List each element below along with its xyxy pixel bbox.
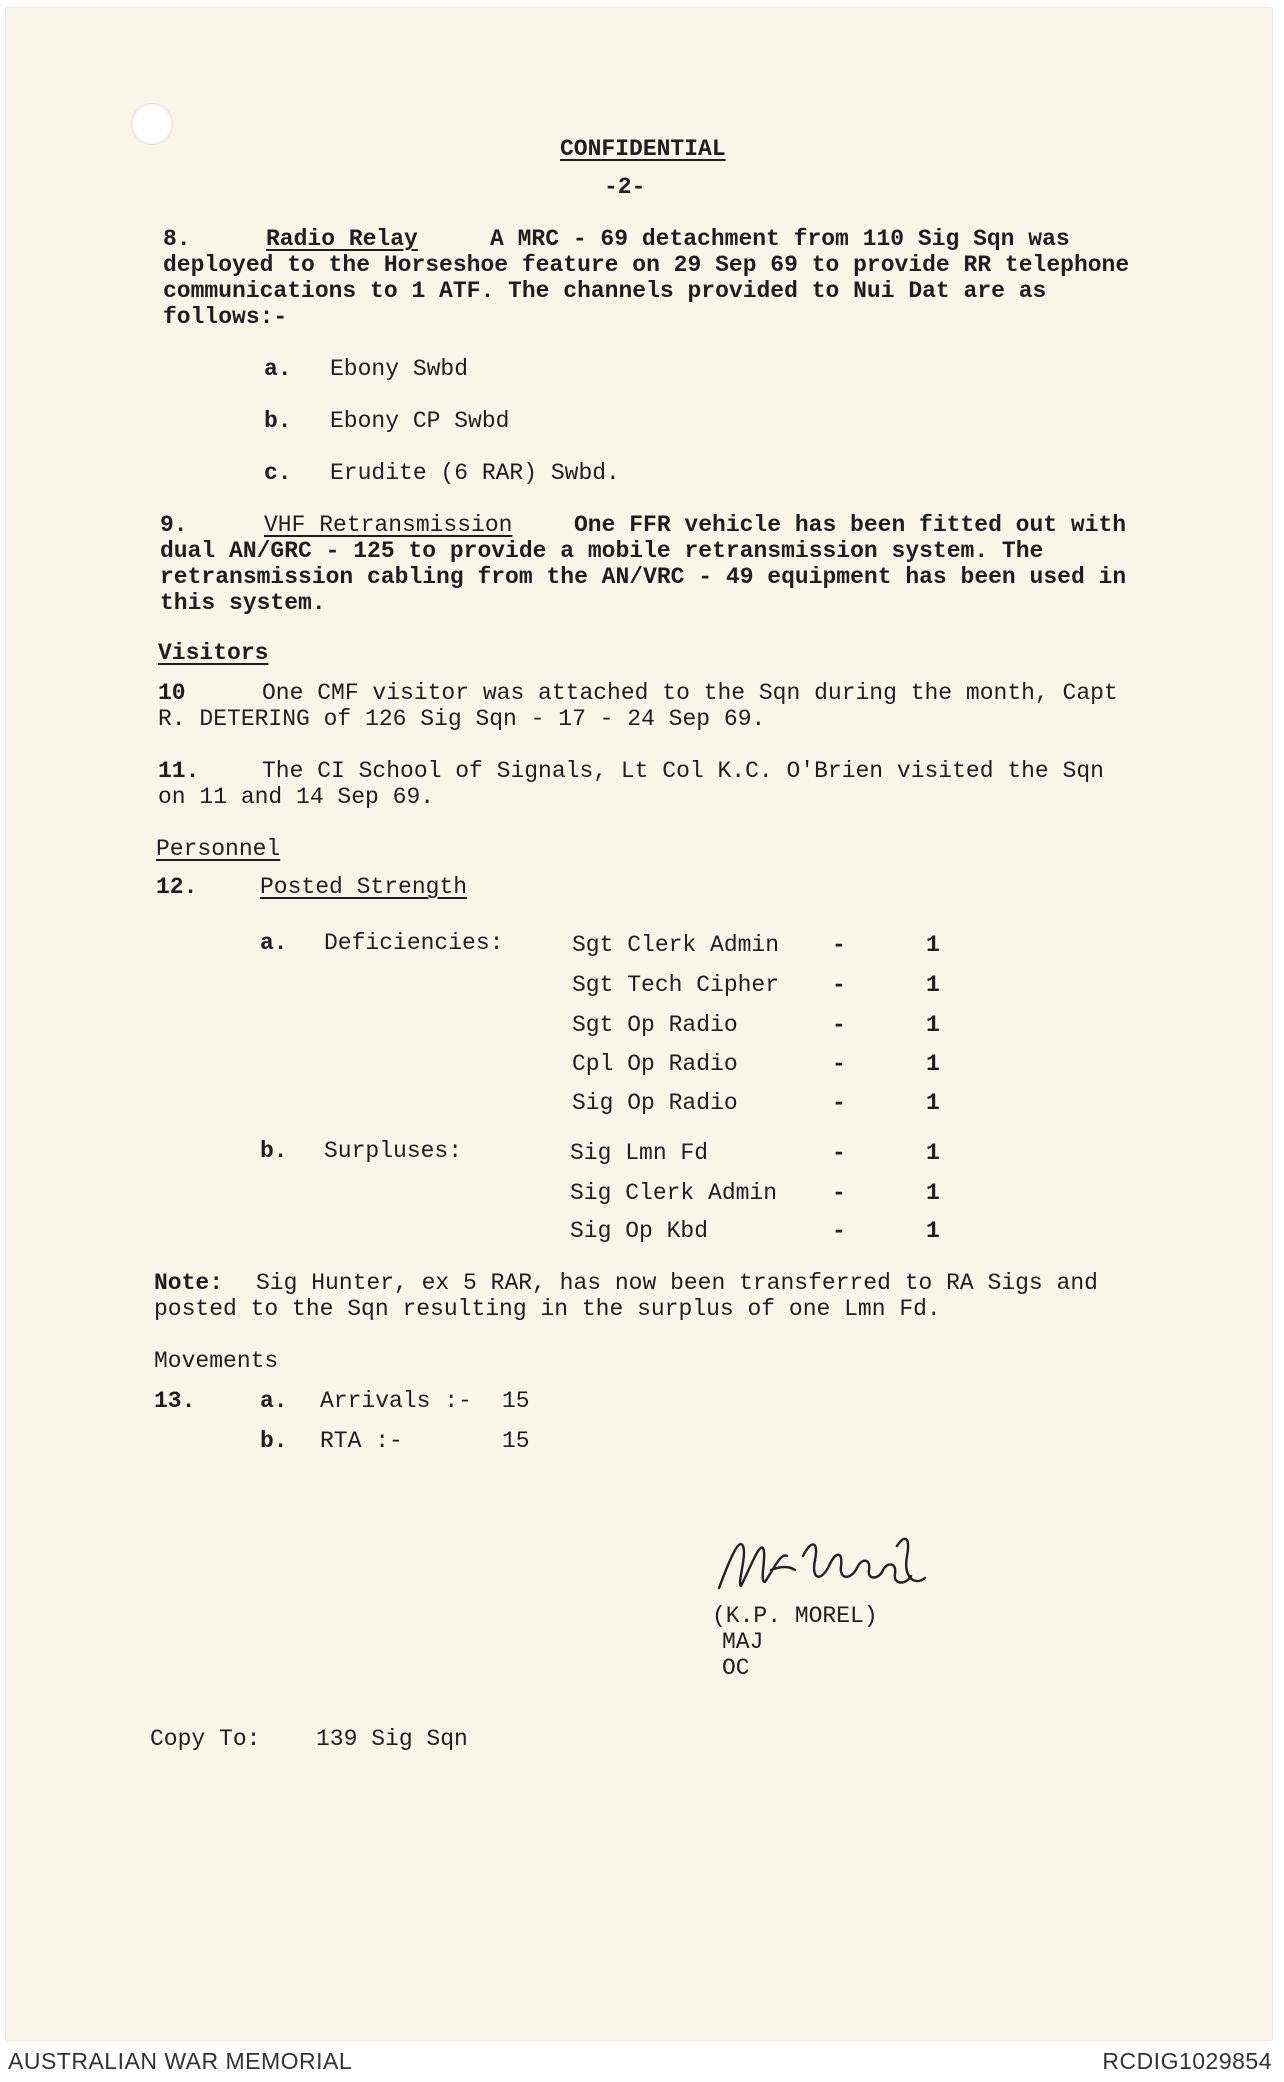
movement-label: RTA :- — [320, 1428, 403, 1454]
deficiency-role: Sgt Tech Cipher — [572, 972, 780, 998]
punch-hole — [131, 103, 173, 145]
deficiency-dash: - — [832, 932, 846, 958]
para-12-number: 12. — [156, 874, 198, 900]
para-10-line: R. DETERING of 126 Sig Sqn - 17 - 24 Sep 69. — [158, 706, 766, 732]
footer-record-id: RCDIG1029854 — [1102, 2048, 1272, 2074]
deficiency-role: Sgt Clerk Admin — [572, 932, 780, 958]
para-13-number: 13. — [154, 1388, 196, 1414]
surplus-role: Sig Op Kbd — [570, 1218, 709, 1244]
list-item-letter: b. — [264, 408, 292, 434]
surpluses-label: Surpluses: — [324, 1138, 463, 1164]
deficiencies-label: Deficiencies: — [324, 930, 504, 956]
handwritten-signature — [711, 1526, 931, 1601]
deficiency-dash: - — [832, 1090, 846, 1116]
surplus-role: Sig Lmn Fd — [570, 1140, 709, 1166]
para-9-line: dual AN/GRC - 125 to provide a mobile retransmission system. The — [160, 538, 1044, 564]
para-8-number: 8. — [163, 226, 191, 252]
list-item-text: Ebony CP Swbd — [330, 408, 510, 434]
para-9-number: 9. — [160, 512, 188, 538]
para-9-line: this system. — [160, 590, 326, 616]
deficiency-role: Sig Op Radio — [572, 1090, 738, 1116]
para-8-heading: Radio Relay — [266, 226, 418, 252]
surplus-count: 1 — [926, 1218, 940, 1244]
deficiency-role: Cpl Op Radio — [572, 1051, 738, 1077]
visitors-heading: Visitors — [158, 640, 269, 666]
deficiencies-letter: a. — [260, 930, 288, 956]
classification-header: CONFIDENTIAL — [560, 136, 726, 162]
copy-to-value: 139 Sig Sqn — [316, 1726, 468, 1752]
list-item-text: Ebony Swbd — [330, 356, 469, 382]
document-page — [6, 8, 1272, 2040]
signatory-appointment: OC — [722, 1655, 750, 1681]
surplus-role: Sig Clerk Admin — [570, 1180, 778, 1206]
deficiency-count: 1 — [926, 1051, 940, 1077]
movement-label: Arrivals :- — [320, 1388, 472, 1414]
list-item-text: Erudite (6 RAR) Swbd. — [330, 460, 620, 486]
para-9-heading: VHF Retransmission — [264, 512, 513, 538]
signatory-name: (K.P. MOREL) — [712, 1603, 878, 1629]
deficiency-count: 1 — [926, 972, 940, 998]
movements-heading: Movements — [154, 1348, 279, 1374]
note-line: Sig Hunter, ex 5 RAR, has now been transferred to RA Sigs and — [256, 1270, 1098, 1296]
copy-to-label: Copy To: — [150, 1726, 261, 1752]
page-number: -2- — [604, 174, 646, 200]
list-item-letter: a. — [264, 356, 292, 382]
movement-value: 15 — [502, 1428, 530, 1454]
surplus-dash: - — [832, 1218, 846, 1244]
para-8-line: deployed to the Horseshoe feature on 29 Sep 69 to provide RR telephone — [163, 252, 1130, 278]
personnel-heading: Personnel — [156, 836, 281, 862]
para-8-line: follows:- — [163, 304, 288, 330]
posted-strength-heading: Posted Strength — [260, 874, 468, 900]
para-11-line: on 11 and 14 Sep 69. — [158, 784, 435, 810]
signatory-rank: MAJ — [722, 1629, 764, 1655]
surpluses-letter: b. — [260, 1138, 288, 1164]
deficiency-count: 1 — [926, 1090, 940, 1116]
movement-value: 15 — [502, 1388, 530, 1414]
deficiency-dash: - — [832, 1051, 846, 1077]
para-10-number: 10 — [158, 680, 186, 706]
para-10-line: One CMF visitor was attached to the Sqn during the month, Capt — [262, 680, 1118, 706]
deficiency-dash: - — [832, 972, 846, 998]
deficiency-count: 1 — [926, 932, 940, 958]
para-11-number: 11. — [158, 758, 200, 784]
movement-letter: a. — [260, 1388, 288, 1414]
note-label: Note: — [154, 1270, 224, 1296]
list-item-letter: c. — [264, 460, 292, 486]
surplus-count: 1 — [926, 1180, 940, 1206]
deficiency-dash: - — [832, 1012, 846, 1038]
surplus-count: 1 — [926, 1140, 940, 1166]
movement-letter: b. — [260, 1428, 288, 1454]
note-line: posted to the Sqn resulting in the surplus of one Lmn Fd. — [154, 1296, 941, 1322]
deficiency-count: 1 — [926, 1012, 940, 1038]
para-11-line: The CI School of Signals, Lt Col K.C. O'Brien visited the Sqn — [262, 758, 1104, 784]
surplus-dash: - — [832, 1180, 846, 1206]
para-8-line: communications to 1 ATF. The channels provided to Nui Dat are as — [163, 278, 1047, 304]
para-9-line: retransmission cabling from the AN/VRC - 49 equipment has been used in — [160, 564, 1127, 590]
para-9-line: One FFR vehicle has been fitted out with — [574, 512, 1127, 538]
footer-source: AUSTRALIAN WAR MEMORIAL — [8, 2048, 353, 2074]
para-8-line: A MRC - 69 detachment from 110 Sig Sqn was — [490, 226, 1070, 252]
surplus-dash: - — [832, 1140, 846, 1166]
deficiency-role: Sgt Op Radio — [572, 1012, 738, 1038]
